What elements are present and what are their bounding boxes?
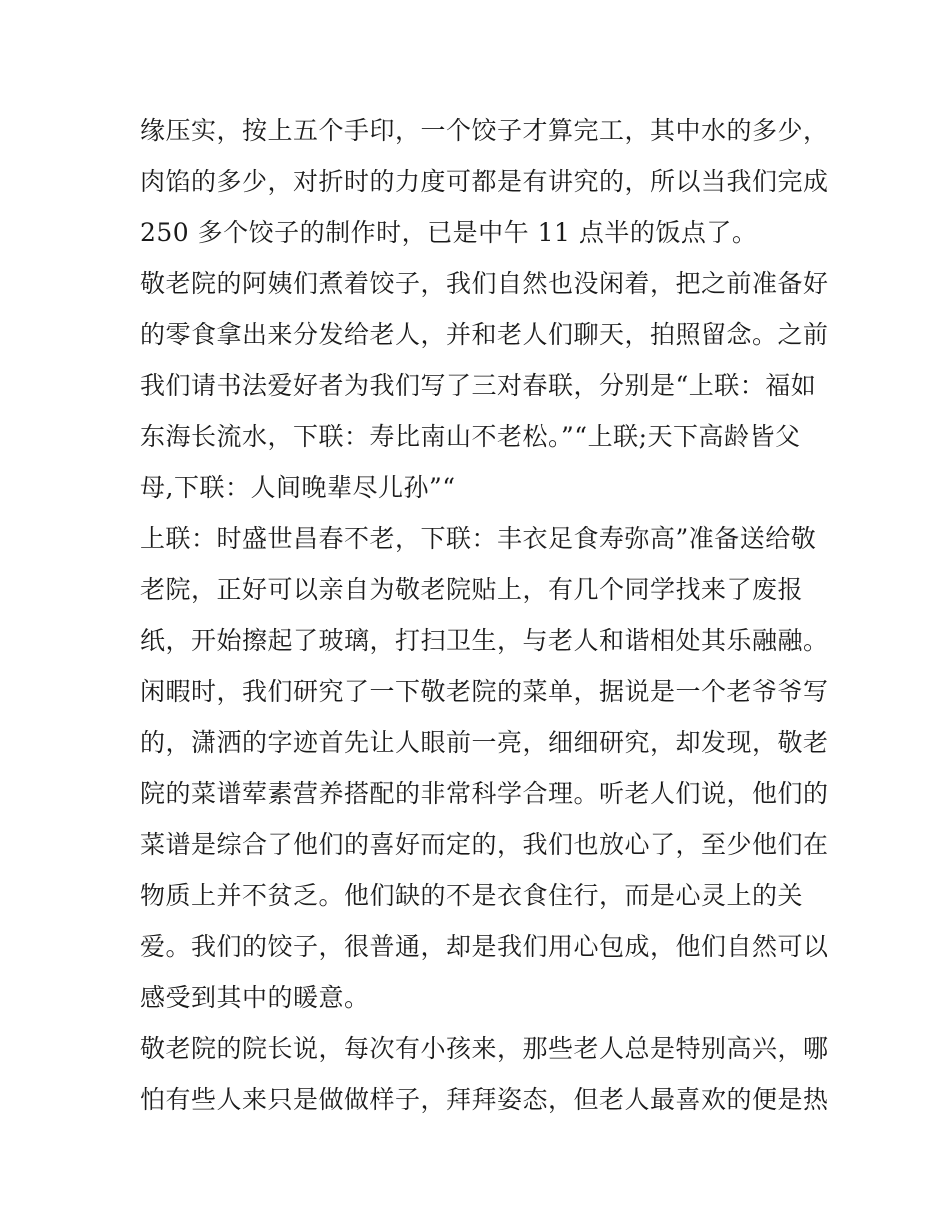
text-line: 纸，开始擦起了玻璃，打扫卫生，与老人和谐相处其乐融融。 [140,626,829,655]
text-line: 东海长流水，下联：寿比南山不老松。”“上联;天下高龄皆父 [140,422,801,451]
text-line: 上联：时盛世昌春不老，下联：丰衣足食寿弥高”准备送给敬 [140,524,817,553]
text-line: 敬老院的院长说，每次有小孩来，那些老人总是特别高兴，哪 [140,1034,829,1063]
text-line: 菜谱是综合了他们的喜好而定的，我们也放心了，至少他们在 [140,830,829,859]
text-line: 闲暇时，我们研究了一下敬老院的菜单，据说是一个老爷爷写 [140,677,829,706]
text-line: 怕有些人来只是做做样子，拜拜姿态，但老人最喜欢的便是热 [140,1085,829,1114]
text-line: 院的菜谱荤素营养搭配的非常科学合理。听老人们说，他们的 [140,779,829,808]
text-line: 肉馅的多少，对折时的力度可都是有讲究的，所以当我们完成 [140,167,829,196]
text-line: 老院，正好可以亲自为敬老院贴上，有几个同学找来了废报 [140,575,804,604]
text-line: 的，潇洒的字迹首先让人眼前一亮，细细研究，却发现，敬老 [140,728,829,757]
text-line: 爱。我们的饺子，很普通，却是我们用心包成，他们自然可以 [140,932,829,961]
text-line: 敬老院的阿姨们煮着饺子，我们自然也没闲着，把之前准备好 [140,269,829,298]
text-line: 感受到其中的暖意。 [140,983,370,1012]
text-line: 母,下联：人间晚辈尽儿孙”“ [140,473,456,502]
text-line: 的零食拿出来分发给老人，并和老人们聊天，拍照留念。之前 [140,320,829,349]
text-line: 250 多个饺子的制作时，已是中午 11 点半的饭点了。 [140,218,758,247]
document-body [140,105,829,1125]
text-line: 物质上并不贫乏。他们缺的不是衣食住行，而是心灵上的关 [140,881,804,910]
text-line: 缘压实，按上五个手印，一个饺子才算完工，其中水的多少， [140,116,829,145]
text-line: 我们请书法爱好者为我们写了三对春联，分别是“上联：福如 [140,371,817,400]
